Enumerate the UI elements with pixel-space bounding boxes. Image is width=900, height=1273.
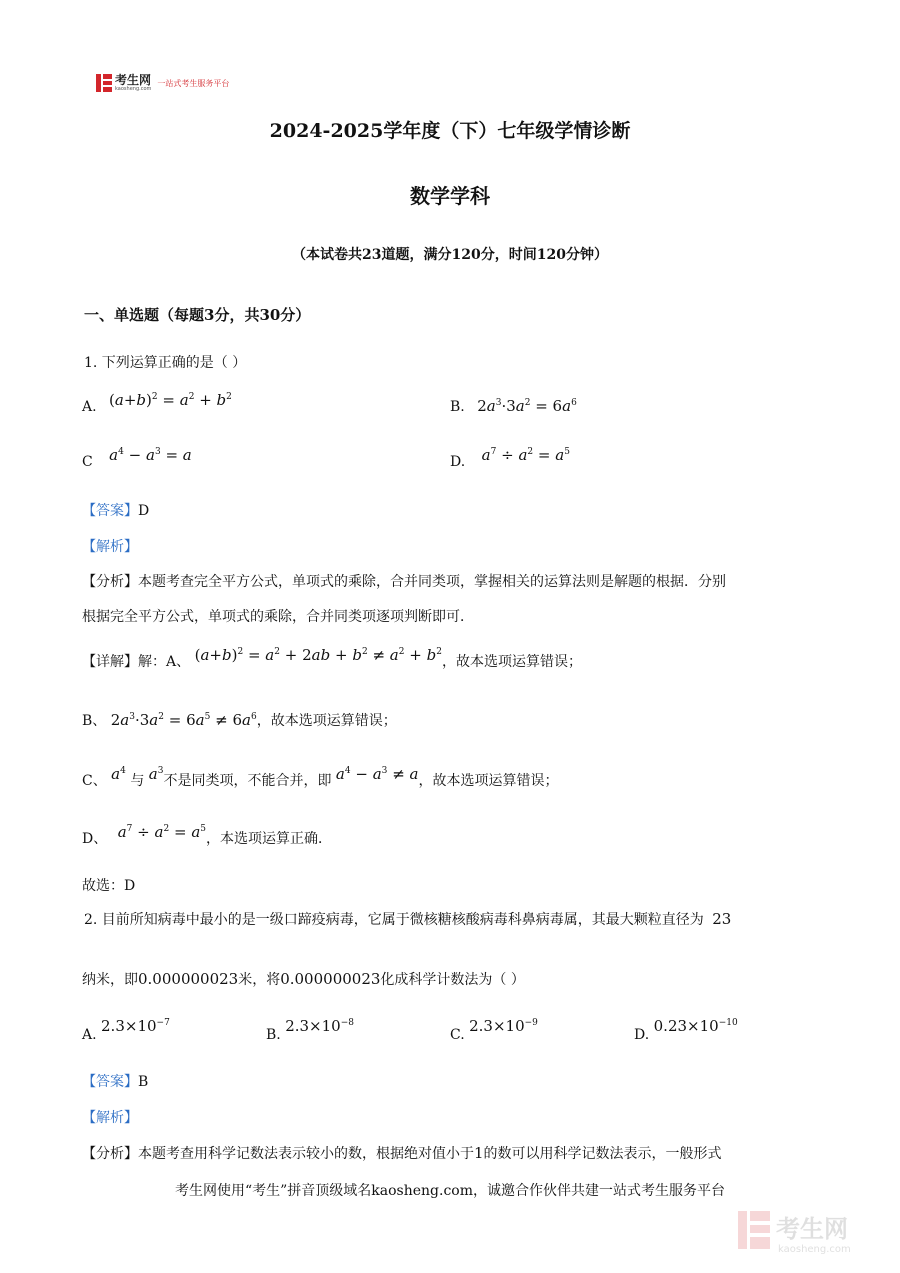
q2-option-d: D. $0.23\times 10^{-10}$ (634, 1017, 738, 1043)
q1-detail-a: 【详解】解：A、 $(a+b)^2 = a^2 + 2ab + b^2 \ne a^2 + b^2$，故本选项运算错误； (82, 646, 582, 670)
exam-note: （本试卷共23道题，满分120分，时间120分钟） (292, 247, 608, 263)
q1-option-a-label: A. (82, 399, 97, 415)
q2-analysis-tag: 【解析】 (82, 1110, 138, 1126)
q1-option-c-label: C (82, 454, 93, 470)
q1-detail-d: D、 $a^7 \div a^2 = a^5$，本选项运算正确． (82, 823, 332, 847)
watermark-logo (736, 1207, 876, 1257)
q1-answer (82, 500, 149, 520)
svg-text:kaosheng.com: kaosheng.com (778, 1244, 851, 1255)
answer-tag: 【答案】 (82, 503, 138, 519)
q1-option-d: D. $a^7 \div a^2 = a^5$ (450, 446, 570, 470)
q2-option-c: C. $2.3\times 10^{-9}$ (450, 1017, 538, 1043)
exam-title: 2024-2025学年度（下）七年级学情诊断 (269, 120, 631, 142)
watermark-icon (736, 1207, 876, 1257)
subject-title: 数学学科 (410, 184, 490, 208)
q1-option-b-label: B. (450, 399, 465, 415)
section-title: 一、单选题（每题3分，共30分） (84, 306, 311, 324)
q1-option-b: B. $2a^3\cdot 3a^2 = 6a^6$ (450, 397, 577, 415)
q2-fenxi: 【分析】本题考查用科学记数法表示较小的数，根据绝对值小于1的数可以用科学记数法表示，一般形式 (82, 1144, 722, 1162)
fenxi-tag: 【分析】 (82, 574, 138, 590)
logo-name: 考生网 (115, 73, 152, 87)
q1-analysis-tag: 【解析】 (82, 539, 138, 555)
brand-logo (96, 72, 229, 94)
svg-text:考生网: 考生网 (776, 1215, 848, 1243)
q1-option-d-label: D. (450, 454, 466, 470)
q1-option-a: A. $(a+b)^2 = a^2 + b^2$ (82, 391, 232, 415)
q2-stem-line1: 2. 目前所知病毒中最小的是一级口蹄疫病毒，它属于微核糖核酸病毒科鼻病毒属，其最大颗粒直径为 23 (84, 910, 732, 928)
q1-option-c: C $a^4 - a^3 = a$ (82, 446, 192, 470)
q2-stem-line2: 纳米，即0.000000023米，将0.000000023化成科学计数法为（ ） (82, 970, 525, 988)
q1-conclusion: 故选：D (82, 878, 136, 894)
page-footer: 考生网使用“考生”拼音顶级域名kaosheng.com，诚邀合作伙伴共建一站式考生服务平台 (174, 1183, 726, 1199)
answer-value: D (138, 503, 150, 519)
q2-option-b: B. $2.3\times 10^{-8}$ (266, 1017, 354, 1043)
logo-icon (96, 74, 112, 92)
q1-fenxi-line1: 【分析】本题考查完全平方公式，单项式的乘除，合并同类项，掌握相关的运算法则是解题的根据．分别 (82, 574, 726, 590)
logo-slogan: 一站式考生服务平台 (157, 78, 230, 88)
q1-fenxi-line2: 根据完全平方公式，单项式的乘除，合并同类项逐项判断即可． (82, 609, 474, 625)
q2-answer: 【答案】B (82, 1074, 149, 1090)
logo-domain: kaosheng.com (115, 86, 152, 92)
q1-detail-c: C、 $a^4$ 与 $a^3$不是同类项，不能合并，即 $a^4 - a^3 \ne a$，故本选项运算错误； (82, 765, 559, 789)
q1-stem: 1. 下列运算正确的是（ ） (84, 355, 247, 371)
q2-option-a: A. $2.3\times 10^{-7}$ (82, 1017, 170, 1043)
q1-detail-b: B、 $2a^3\cdot 3a^2 = 6a^5 \ne 6a^6$，故本选项运算错误； (82, 711, 397, 729)
